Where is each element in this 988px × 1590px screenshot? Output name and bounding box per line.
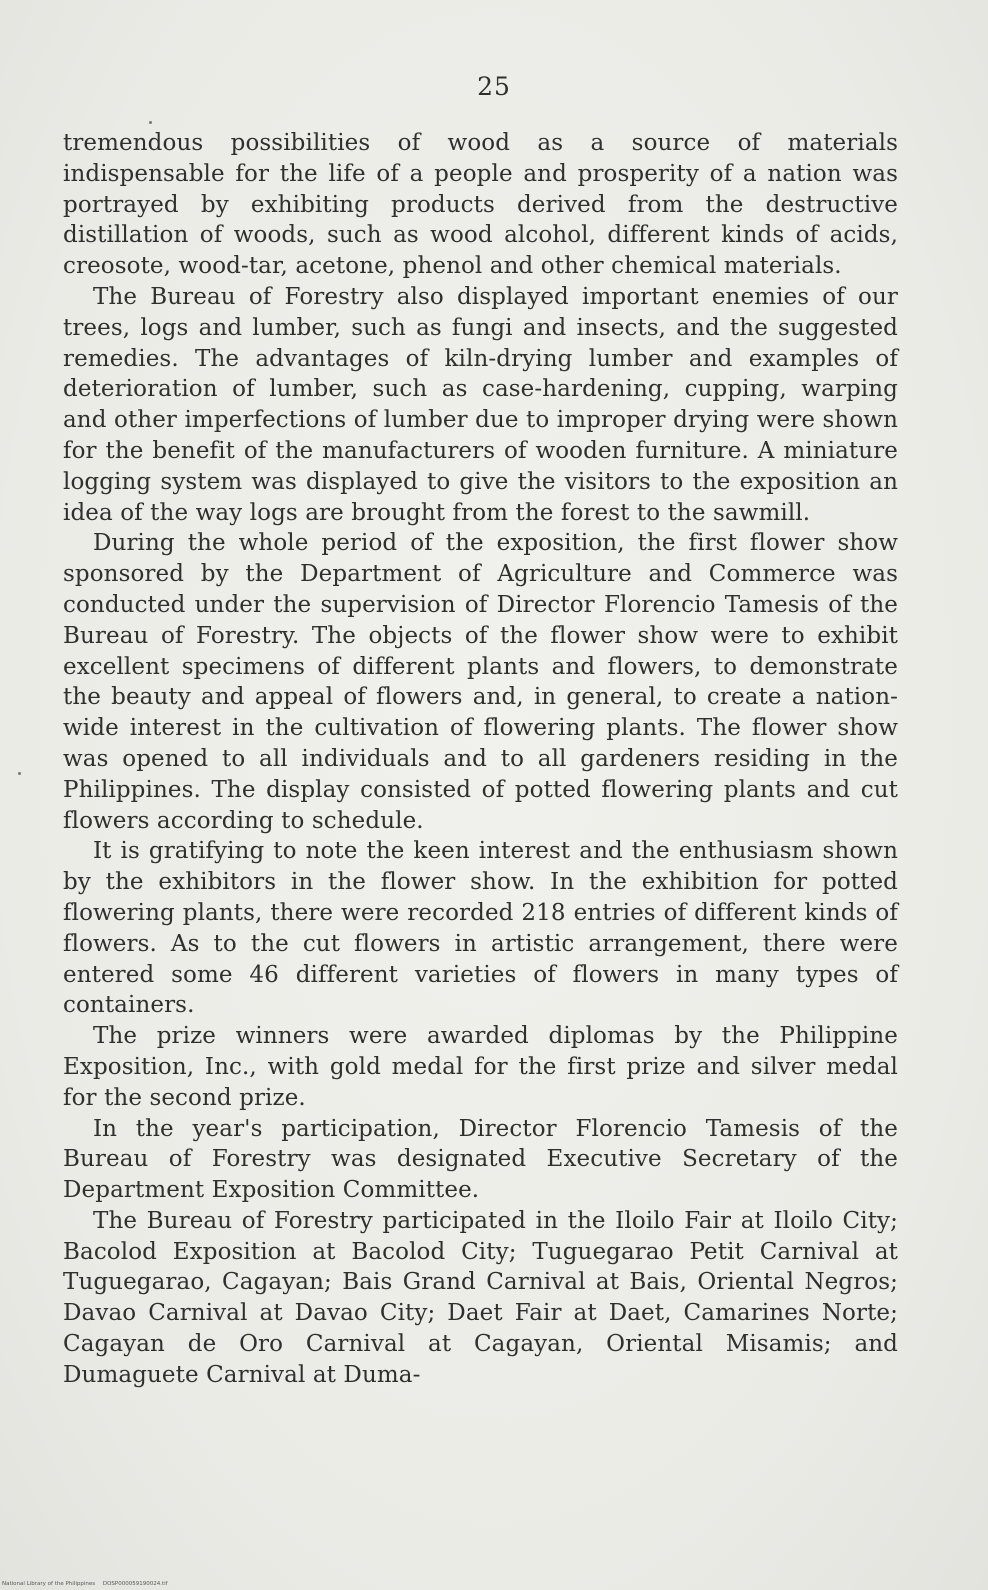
margin-speck bbox=[18, 772, 21, 775]
footer-identifier: DOSP000059190024.tif bbox=[102, 1581, 168, 1587]
paragraph-forestry-enemies: The Bureau of Forestry also displayed important enemies of our trees, logs and lumber, such as fungi and insects, and the suggested remedies. The advantages of kiln-drying lumber and examples of deterioration of lumber, such as case-hardening, cupping, warping and other imperfections of lumber due to improper drying were shown for the benefit of the manufacturers of wooden furniture. A miniature logging system was displayed to give the visitors to the exposition an idea of the way logs are brought from the forest to the sawmill. bbox=[63, 283, 898, 526]
paragraph-fairs-participation: The Bureau of Forestry participated in the Iloilo Fair at Iloilo City; Bacolod Exposition at Bacolod City; Tuguegarao Petit Carnival at Tuguegarao, Cagayan; Bais Grand Carnival at Bais, Oriental Negros; Davao Carnival at Davao City; Daet Fair at Daet, Camarines Norte; Cagayan de Oro Carnival at Cagayan, Oriental Misamis; and Dumaguete Carnival at Duma- bbox=[63, 1207, 898, 1388]
paragraph-exhibitor-interest: It is gratifying to note the keen interest and the enthusiasm shown by the exhibitors in the flower show. In the exhibition for potted flowering plants, there were recorded 218 entries of different kinds of flowers. As to the cut flowers in artistic arrangement, there were entered some 46 different varieties of flowers in many types of containers. bbox=[63, 838, 898, 1019]
footer-source: National Library of the Philippines bbox=[2, 1581, 96, 1587]
page-number: 25 bbox=[477, 72, 511, 101]
scan-footer bbox=[2, 1581, 168, 1587]
paragraph-prize-winners: The prize winners were awarded diplomas by the Philippine Exposition, Inc., with gold medal for the first prize and silver medal for the second prize. bbox=[63, 1023, 898, 1111]
paragraph-flower-show: During the whole period of the exposition, the first flower show sponsored by the Department of Agriculture and Commerce was conducted under the supervision of Director Florencio Tamesis of the Bureau of Forestry. The objects of the flower show were to exhibit excellent specimens of different plants and flowers, to demonstrate the beauty and appeal of flowers and, in general, to create a nation-wide interest in the cultivation of flowering plants. The flower show was opened to all individuals and to all gardeners residing in the Philippines. The display consisted of potted flowering plants and cut flowers according to schedule. bbox=[63, 530, 898, 834]
body-text bbox=[63, 128, 898, 1391]
paragraph-executive-secretary: In the year's participation, Director Florencio Tamesis of the Bureau of Forestry was designated Executive Secretary of the Department Exposition Committee. bbox=[63, 1115, 898, 1204]
margin-speck bbox=[149, 121, 152, 124]
paragraph-continued: tremendous possibilities of wood as a source of materials indispensable for the life of a people and prosperity of a nation was portrayed by exhibiting products derived from the destructive distillation of woods, such as wood alcohol, different kinds of acids, creosote, wood-tar, acetone, phenol and other chemical materials. bbox=[63, 130, 898, 280]
